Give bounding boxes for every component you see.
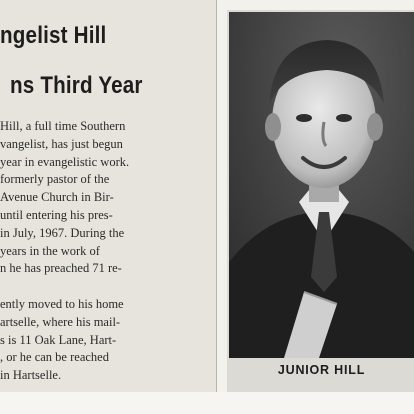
article-body-line: vangelist, has just begun [0, 136, 123, 151]
page-margin [0, 392, 414, 414]
article-body-line: year in evangelistic work. [0, 154, 130, 169]
article-body-line: until entering his pres- [0, 208, 113, 222]
article-body-line: formerly pastor of the [0, 172, 110, 187]
article-body-line: n he has preached 71 re- [0, 261, 122, 276]
portrait-photo [229, 12, 414, 358]
article-body-line: ently moved to his home [0, 297, 124, 311]
headline-line-1: ngelist Hill [0, 22, 107, 49]
article-body-line: , or he can be reached [0, 350, 109, 365]
article-body-line: years in the work of [0, 243, 100, 258]
article-body-line: in July, 1967. During the [0, 225, 125, 240]
article-body-line: Avenue Church in Bir- [0, 190, 114, 205]
article-body-line: s is 11 Oak Lane, Hart- [0, 332, 117, 347]
headline-line-2: ns Third Year [10, 72, 143, 99]
photo-caption: JUNIOR HILL [277, 363, 366, 377]
article-body-line: artselle, where his mail- [0, 314, 121, 329]
article-body-line: in Hartselle. [0, 368, 62, 383]
gutter [218, 0, 224, 392]
article-body-line: Hill, a full time Southern [0, 119, 126, 133]
